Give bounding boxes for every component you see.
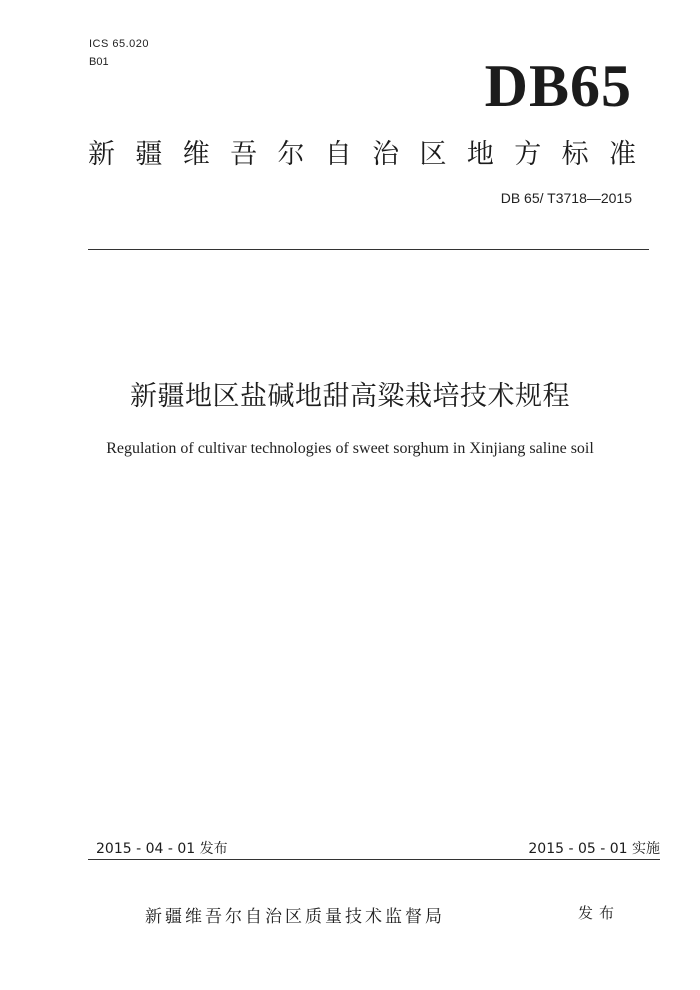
ics-code: ICS 65.020 [89, 38, 150, 50]
issue-date: 2015 - 04 - 01 发布 [96, 841, 228, 857]
implementation-date: 2015 - 05 - 01 实施 [528, 841, 660, 857]
standard-type-char: 方 [514, 139, 542, 170]
db-standard-logo: DB65 [484, 53, 632, 119]
standard-type-char: 标 [561, 139, 589, 170]
standard-type-char: 尔 [277, 139, 305, 170]
standard-type-char: 地 [466, 139, 494, 170]
document-title-english: Regulation of cultivar technologies of sweet sorghum in Xinjiang saline soil [106, 440, 594, 457]
standard-type-char: 疆 [135, 139, 163, 170]
standard-type-char: 区 [419, 139, 447, 170]
standard-type-char: 维 [182, 139, 210, 170]
footer-divider [88, 859, 660, 860]
standard-type-char: 新 [88, 139, 115, 170]
document-title-chinese: 新疆地区盐碱地甜高粱栽培技术规程 [130, 381, 570, 412]
issue-action: 发布 [578, 904, 621, 922]
standard-type-char: 自 [324, 139, 352, 170]
header-divider [88, 249, 649, 250]
standard-number: DB 65/ T3718—2015 [500, 190, 632, 206]
standard-type-heading [88, 138, 636, 172]
classification-code: B01 [89, 56, 109, 68]
standard-type-char: 吾 [230, 139, 258, 170]
standard-type-char: 治 [372, 139, 400, 170]
standard-type-char: 准 [608, 139, 636, 170]
issuing-authority: 新疆维吾尔自治区质量技术监督局 [145, 907, 445, 927]
